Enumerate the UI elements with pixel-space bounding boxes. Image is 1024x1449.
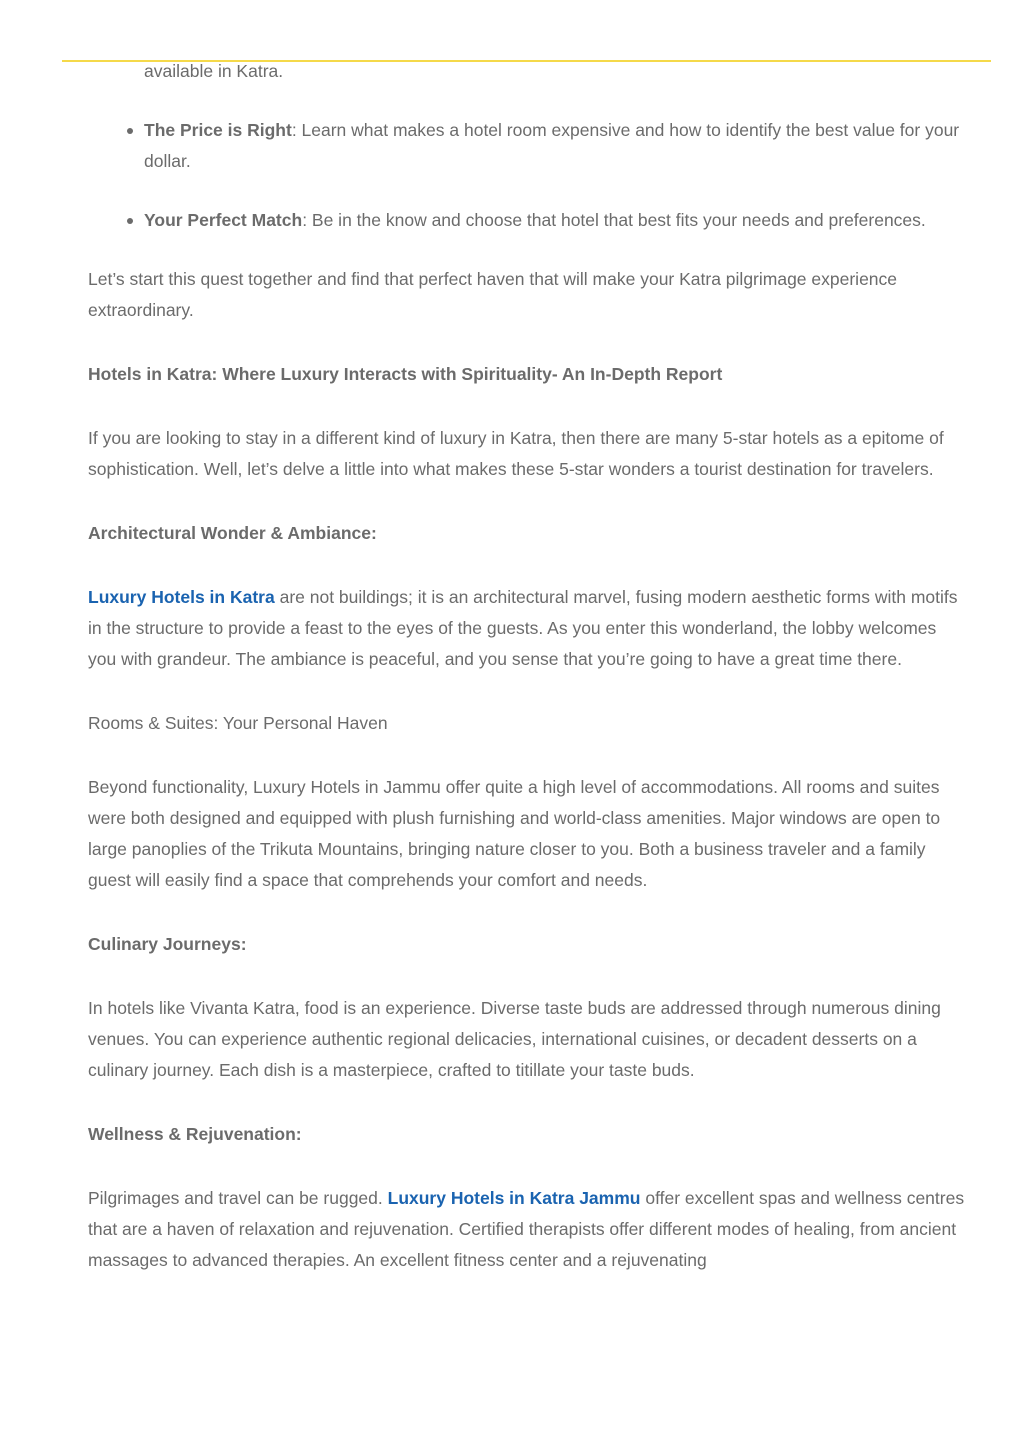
wellness-text-before: Pilgrimages and travel can be rugged. xyxy=(88,1188,388,1208)
continued-bullet-text: available in Katra. xyxy=(144,61,284,81)
list-item-text: : Learn what makes a hotel room expensive and how to identify the best value for your dollar. xyxy=(144,120,960,171)
report-heading: Hotels in Katra: Where Luxury Interacts with Spirituality- An In-Depth Report xyxy=(88,364,723,384)
architecture-heading: Architectural Wonder & Ambiance: xyxy=(88,523,377,543)
rooms-paragraph: Beyond functionality, Luxury Hotels in Jammu offer quite a high level of accommodations. All rooms and suites were both designed and equipped with plush furnishing and world-class amenities. Major windows are open to large panoplies of the Trikuta Mountains, bringing nature closer to you. Both a business traveler and a family guest will easily find a space that comprehends your comfort and needs. xyxy=(88,777,941,890)
article-body xyxy=(88,56,968,1309)
list-item-text: : Be in the know and choose that hotel that best fits your needs and preferences. xyxy=(302,210,926,230)
architecture-paragraph xyxy=(88,582,968,675)
feature-list xyxy=(88,115,968,236)
luxury-hotels-katra-jammu-link[interactable]: Luxury Hotels in Katra Jammu xyxy=(387,1188,641,1208)
luxury-hotels-katra-link[interactable]: Luxury Hotels in Katra xyxy=(88,587,275,607)
wellness-heading: Wellness & Rejuvenation: xyxy=(88,1124,302,1144)
culinary-heading: Culinary Journeys: xyxy=(88,934,247,954)
list-item-title: The Price is Right xyxy=(144,120,292,140)
report-intro-paragraph: If you are looking to stay in a different kind of luxury in Katra, then there are many 5-star hotels as a epitome of sophistication. Well, let’s delve a little into what makes these 5-star wonders a tourist destination for travelers. xyxy=(88,428,944,479)
list-item xyxy=(144,115,968,177)
rooms-heading: Rooms & Suites: Your Personal Haven xyxy=(88,713,388,733)
culinary-paragraph: In hotels like Vivanta Katra, food is an experience. Diverse taste buds are addressed through numerous dining venues. You can experience authentic regional delicacies, international cuisines, or decadent desserts on a culinary journey. Each dish is a masterpiece, crafted to titillate your taste buds. xyxy=(88,998,941,1080)
list-item xyxy=(144,205,968,236)
intro-closing-paragraph: Let’s start this quest together and find that perfect haven that will make your Katra pilgrimage experience extraordinary. xyxy=(88,269,898,320)
wellness-text-after: offer excellent spas and wellness centres that are a haven of relaxation and rejuvenation. Certified therapists offer different modes of healing, from ancient massages to advanced therapies. An excellent fitness center and a rejuvenating xyxy=(88,1188,965,1270)
wellness-paragraph xyxy=(88,1183,968,1276)
architecture-text: are not buildings; it is an architectural marvel, fusing modern aesthetic forms with motifs in the structure to provide a feast to the eyes of the guests. As you enter this wonderland, the lobby welcomes you with grandeur. The ambiance is peaceful, and you sense that you’re going to have a great time there. xyxy=(88,587,958,669)
list-item-title: Your Perfect Match xyxy=(144,210,303,230)
